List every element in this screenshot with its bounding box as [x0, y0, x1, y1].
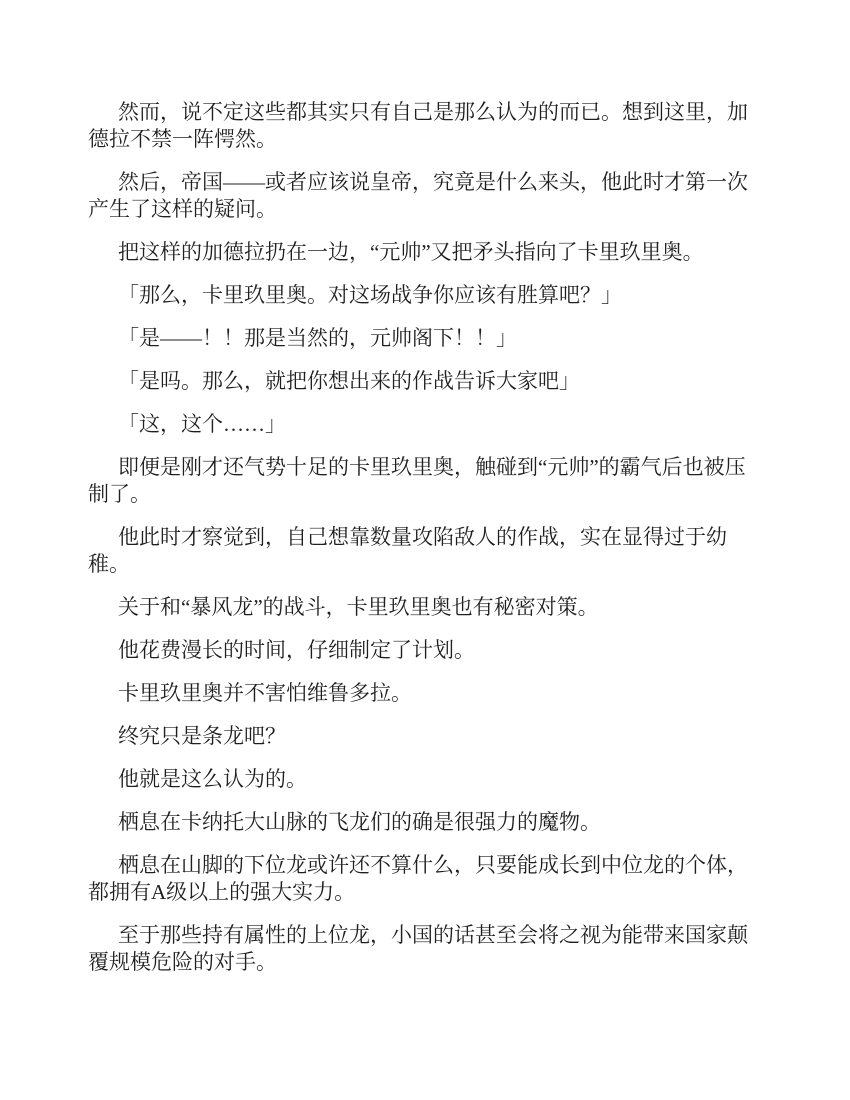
- paragraph: 「这，这个……」: [118, 412, 286, 436]
- paragraph: 然而，说不定这些都其实只有自己是那么认为的而已。想到这里，加德拉不禁一阵愕然。: [88, 100, 748, 151]
- paragraph: 然后，帝国——或者应该说皇帝，究竟是什么来头，他此时才第一次产生了这样的疑问。: [88, 170, 748, 221]
- paragraph: 栖息在卡纳托大山脉的飞龙们的确是很强力的魔物。: [118, 810, 601, 834]
- paragraph: 栖息在山脚的下位龙或许还不算什么，只要能成长到中位龙的个体，都拥有A级以上的强大实力。: [88, 853, 748, 904]
- paragraph: 把这样的加德拉扔在一边，“元帅”又把矛头指向了卡里玖里奥。: [118, 240, 704, 264]
- paragraph: 即便是刚才还气势十足的卡里玖里奥，触碰到“元帅”的霸气后也被压制了。: [88, 455, 746, 506]
- paragraph: 关于和“暴风龙”的战斗，卡里玖里奥也有秘密对策。: [118, 595, 599, 619]
- paragraph: 终究只是条龙吧？: [118, 724, 286, 748]
- paragraph: 至于那些持有属性的上位龙，小国的话甚至会将之视为能带来国家颠覆规模危险的对手。: [88, 923, 748, 974]
- document-text-block: [88, 99, 765, 992]
- paragraph: 「是——！！那是当然的，元帅阁下！！」: [118, 326, 517, 350]
- paragraph: 「是吗。那么，就把你想出来的作战告诉大家吧」: [118, 369, 580, 393]
- paragraph: 「那么，卡里玖里奥。对这场战争你应该有胜算吧？」: [118, 283, 622, 307]
- paragraph: 他就是这么认为的。: [118, 767, 307, 791]
- paragraph-list: [88, 99, 765, 976]
- paragraph: 他花费漫长的时间，仔细制定了计划。: [118, 638, 475, 662]
- paragraph: 他此时才察觉到，自己想靠数量攻陷敌人的作战，实在显得过于幼稚。: [88, 525, 727, 576]
- paragraph: 卡里玖里奥并不害怕维鲁多拉。: [118, 681, 412, 705]
